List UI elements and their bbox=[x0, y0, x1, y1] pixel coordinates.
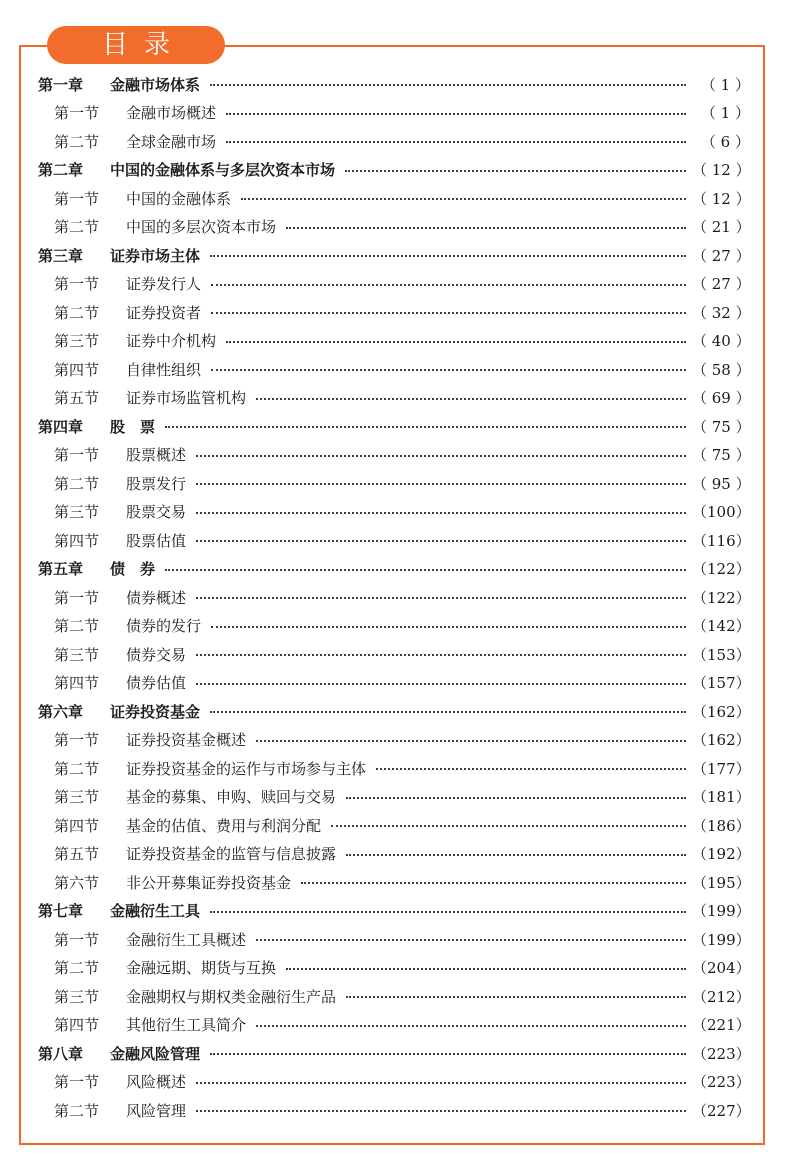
toc-title: 目录 bbox=[101, 30, 186, 60]
entry-title: 基金的估值、费用与利润分配 bbox=[126, 816, 322, 835]
entry-title: 债券概述 bbox=[126, 588, 187, 607]
toc-section-entry[interactable] bbox=[38, 184, 750, 213]
entry-title: 金融衍生工具概述 bbox=[126, 930, 247, 949]
toc-chapter-entry[interactable] bbox=[38, 555, 750, 584]
entry-title: 债券的发行 bbox=[126, 617, 202, 636]
entry-page-number: （122） bbox=[692, 588, 751, 607]
entry-number: 第六节 bbox=[54, 873, 100, 892]
toc-section-entry[interactable] bbox=[38, 441, 750, 470]
dot-leader bbox=[196, 1082, 686, 1084]
toc-section-entry[interactable] bbox=[38, 355, 750, 384]
toc-chapter-entry[interactable] bbox=[38, 156, 750, 185]
toc-section-entry[interactable] bbox=[38, 213, 750, 242]
entry-number: 第四节 bbox=[54, 531, 100, 550]
toc-section-entry[interactable] bbox=[38, 868, 750, 897]
entry-page-number: （ 12 ） bbox=[692, 161, 751, 180]
entry-page-number: （ 75 ） bbox=[692, 417, 751, 436]
dot-leader bbox=[210, 911, 686, 913]
dot-leader bbox=[196, 455, 686, 457]
dot-leader bbox=[196, 540, 686, 542]
entry-page-number: （ 27 ） bbox=[692, 246, 751, 265]
entry-number: 第二章 bbox=[38, 161, 84, 180]
entry-number: 第二节 bbox=[54, 617, 100, 636]
toc-section-entry[interactable] bbox=[38, 298, 750, 327]
entry-title: 债 券 bbox=[110, 560, 156, 579]
entry-number: 第一节 bbox=[54, 104, 100, 123]
entry-title: 自律性组织 bbox=[126, 360, 202, 379]
entry-page-number: （195） bbox=[692, 873, 751, 892]
entry-page-number: （100） bbox=[692, 503, 751, 522]
dot-leader bbox=[256, 1025, 686, 1027]
entry-title: 证券发行人 bbox=[126, 275, 202, 294]
entry-number: 第一节 bbox=[54, 930, 100, 949]
entry-page-number: （199） bbox=[692, 930, 751, 949]
toc-section-entry[interactable] bbox=[38, 99, 750, 128]
toc-section-entry[interactable] bbox=[38, 754, 750, 783]
toc-section-entry[interactable] bbox=[38, 783, 750, 812]
entry-title: 股票交易 bbox=[126, 503, 187, 522]
dot-leader bbox=[210, 255, 686, 257]
entry-title: 债券估值 bbox=[126, 674, 187, 693]
entry-page-number: （223） bbox=[692, 1044, 751, 1063]
entry-number: 第二节 bbox=[54, 1101, 100, 1120]
toc-section-entry[interactable] bbox=[38, 384, 750, 413]
entry-number: 第五节 bbox=[54, 845, 100, 864]
toc-section-entry[interactable] bbox=[38, 640, 750, 669]
entry-number: 第二节 bbox=[54, 132, 100, 151]
toc-section-entry[interactable] bbox=[38, 669, 750, 698]
dot-leader bbox=[211, 312, 686, 314]
entry-number: 第二节 bbox=[54, 959, 100, 978]
toc-section-entry[interactable] bbox=[38, 127, 750, 156]
dot-leader bbox=[196, 1110, 686, 1112]
dot-leader bbox=[196, 654, 686, 656]
entry-number: 第二节 bbox=[54, 759, 100, 778]
entry-title: 中国的金融体系与多层次资本市场 bbox=[110, 161, 336, 180]
entry-page-number: （ 6 ） bbox=[700, 132, 750, 151]
entry-number: 第三节 bbox=[54, 645, 100, 664]
entry-page-number: （ 95 ） bbox=[692, 474, 751, 493]
entry-number: 第四节 bbox=[54, 360, 100, 379]
entry-page-number: （142） bbox=[692, 617, 751, 636]
entry-title: 金融市场概述 bbox=[126, 104, 217, 123]
toc-section-entry[interactable] bbox=[38, 811, 750, 840]
entry-title: 金融远期、期货与互换 bbox=[126, 959, 277, 978]
entry-page-number: （157） bbox=[692, 674, 751, 693]
entry-page-number: （162） bbox=[692, 731, 751, 750]
dot-leader bbox=[286, 227, 686, 229]
entry-number: 第三节 bbox=[54, 987, 100, 1006]
toc-section-entry[interactable] bbox=[38, 1096, 750, 1125]
entry-page-number: （181） bbox=[692, 788, 751, 807]
entry-title: 中国的多层次资本市场 bbox=[126, 218, 277, 237]
entry-page-number: （153） bbox=[692, 645, 751, 664]
dot-leader bbox=[346, 854, 686, 856]
toc-section-entry[interactable] bbox=[38, 270, 750, 299]
entry-title: 股票发行 bbox=[126, 474, 187, 493]
entry-number: 第四节 bbox=[54, 674, 100, 693]
entry-number: 第五章 bbox=[38, 560, 84, 579]
entry-page-number: （ 58 ） bbox=[692, 360, 751, 379]
entry-title: 证券市场主体 bbox=[110, 246, 201, 265]
entry-number: 第二节 bbox=[54, 218, 100, 237]
entry-page-number: （192） bbox=[692, 845, 751, 864]
entry-number: 第二节 bbox=[54, 474, 100, 493]
entry-title: 债券交易 bbox=[126, 645, 187, 664]
toc-section-entry[interactable] bbox=[38, 1068, 750, 1097]
toc-section-entry[interactable] bbox=[38, 1011, 750, 1040]
dot-leader bbox=[226, 141, 686, 143]
entry-page-number: （ 1 ） bbox=[700, 104, 750, 123]
entry-title: 金融期权与期权类金融衍生产品 bbox=[126, 987, 337, 1006]
toc-title-badge bbox=[47, 26, 225, 64]
entry-number: 第三节 bbox=[54, 503, 100, 522]
dot-leader bbox=[196, 512, 686, 514]
entry-number: 第一节 bbox=[54, 446, 100, 465]
toc-section-entry[interactable] bbox=[38, 469, 750, 498]
entry-page-number: （ 1 ） bbox=[700, 75, 750, 94]
entry-page-number: （227） bbox=[692, 1101, 751, 1120]
dot-leader bbox=[165, 569, 686, 571]
entry-page-number: （212） bbox=[692, 987, 751, 1006]
entry-number: 第八章 bbox=[38, 1044, 84, 1063]
entry-number: 第三节 bbox=[54, 788, 100, 807]
toc-chapter-entry[interactable] bbox=[38, 412, 750, 441]
dot-leader bbox=[211, 284, 686, 286]
entry-number: 第一节 bbox=[54, 731, 100, 750]
entry-page-number: （177） bbox=[692, 759, 751, 778]
entry-number: 第四章 bbox=[38, 417, 84, 436]
dot-leader bbox=[345, 170, 686, 172]
entry-title: 证券市场监管机构 bbox=[126, 389, 247, 408]
entry-page-number: （199） bbox=[692, 902, 751, 921]
toc-section-entry[interactable] bbox=[38, 526, 750, 555]
toc-section-entry[interactable] bbox=[38, 327, 750, 356]
entry-title: 证券投资基金的运作与市场参与主体 bbox=[126, 759, 367, 778]
entry-title: 证券投资基金的监管与信息披露 bbox=[126, 845, 337, 864]
entry-title: 金融风险管理 bbox=[110, 1044, 201, 1063]
entry-number: 第一章 bbox=[38, 75, 84, 94]
entry-title: 股 票 bbox=[110, 417, 156, 436]
entry-title: 证券投资者 bbox=[126, 303, 202, 322]
dot-leader bbox=[256, 740, 686, 742]
dot-leader bbox=[331, 825, 686, 827]
dot-leader bbox=[256, 398, 686, 400]
entry-title: 非公开募集证券投资基金 bbox=[126, 873, 292, 892]
entry-number: 第一节 bbox=[54, 189, 100, 208]
entry-number: 第五节 bbox=[54, 389, 100, 408]
dot-leader bbox=[165, 426, 686, 428]
toc-section-entry[interactable] bbox=[38, 982, 750, 1011]
entry-title: 证券投资基金 bbox=[110, 702, 201, 721]
entry-title: 全球金融市场 bbox=[126, 132, 217, 151]
entry-number: 第七章 bbox=[38, 902, 84, 921]
toc-section-entry[interactable] bbox=[38, 925, 750, 954]
entry-title: 金融市场体系 bbox=[110, 75, 201, 94]
entry-page-number: （ 40 ） bbox=[692, 332, 751, 351]
dot-leader bbox=[256, 939, 686, 941]
dot-leader bbox=[241, 198, 686, 200]
toc-chapter-entry[interactable] bbox=[38, 70, 750, 99]
entry-title: 证券中介机构 bbox=[126, 332, 217, 351]
entry-page-number: （ 69 ） bbox=[692, 389, 751, 408]
entry-page-number: （116） bbox=[692, 531, 751, 550]
entry-number: 第三节 bbox=[54, 332, 100, 351]
entry-title: 风险管理 bbox=[126, 1101, 187, 1120]
dot-leader bbox=[301, 882, 686, 884]
dot-leader bbox=[196, 483, 686, 485]
entry-number: 第一节 bbox=[54, 1073, 100, 1092]
entry-number: 第四节 bbox=[54, 816, 100, 835]
entry-page-number: （204） bbox=[692, 959, 751, 978]
entry-number: 第二节 bbox=[54, 303, 100, 322]
dot-leader bbox=[346, 797, 686, 799]
dot-leader bbox=[211, 369, 686, 371]
toc-chapter-entry[interactable] bbox=[38, 241, 750, 270]
entry-title: 基金的募集、申购、赎回与交易 bbox=[126, 788, 337, 807]
dot-leader bbox=[196, 597, 686, 599]
entry-page-number: （122） bbox=[692, 560, 751, 579]
toc-section-entry[interactable] bbox=[38, 954, 750, 983]
entry-title: 中国的金融体系 bbox=[126, 189, 232, 208]
dot-leader bbox=[196, 683, 686, 685]
toc-section-entry[interactable] bbox=[38, 498, 750, 527]
toc-chapter-entry[interactable] bbox=[38, 697, 750, 726]
entry-title: 其他衍生工具简介 bbox=[126, 1016, 247, 1035]
entry-page-number: （162） bbox=[692, 702, 751, 721]
dot-leader bbox=[376, 768, 686, 770]
entry-number: 第六章 bbox=[38, 702, 84, 721]
dot-leader bbox=[211, 626, 686, 628]
entry-title: 风险概述 bbox=[126, 1073, 187, 1092]
entry-page-number: （186） bbox=[692, 816, 751, 835]
toc-chapter-entry[interactable] bbox=[38, 1039, 750, 1068]
entry-page-number: （ 75 ） bbox=[692, 446, 751, 465]
entry-page-number: （223） bbox=[692, 1073, 751, 1092]
dot-leader bbox=[286, 968, 686, 970]
dot-leader bbox=[210, 711, 686, 713]
toc-chapter-entry[interactable] bbox=[38, 897, 750, 926]
entry-number: 第一节 bbox=[54, 588, 100, 607]
entry-title: 股票估值 bbox=[126, 531, 187, 550]
entry-title: 证券投资基金概述 bbox=[126, 731, 247, 750]
dot-leader bbox=[210, 84, 686, 86]
dot-leader bbox=[210, 1053, 686, 1055]
entry-number: 第四节 bbox=[54, 1016, 100, 1035]
table-of-contents bbox=[38, 70, 750, 1125]
entry-number: 第一节 bbox=[54, 275, 100, 294]
dot-leader bbox=[346, 996, 686, 998]
entry-title: 股票概述 bbox=[126, 446, 187, 465]
toc-section-entry[interactable] bbox=[38, 612, 750, 641]
toc-section-entry[interactable] bbox=[38, 840, 750, 869]
toc-section-entry[interactable] bbox=[38, 583, 750, 612]
entry-page-number: （ 12 ） bbox=[692, 189, 751, 208]
dot-leader bbox=[226, 113, 686, 115]
entry-number: 第三章 bbox=[38, 246, 84, 265]
entry-page-number: （ 21 ） bbox=[692, 218, 751, 237]
dot-leader bbox=[226, 341, 686, 343]
entry-page-number: （ 27 ） bbox=[692, 275, 751, 294]
entry-title: 金融衍生工具 bbox=[110, 902, 201, 921]
toc-section-entry[interactable] bbox=[38, 726, 750, 755]
entry-page-number: （ 32 ） bbox=[692, 303, 751, 322]
entry-page-number: （221） bbox=[692, 1016, 751, 1035]
